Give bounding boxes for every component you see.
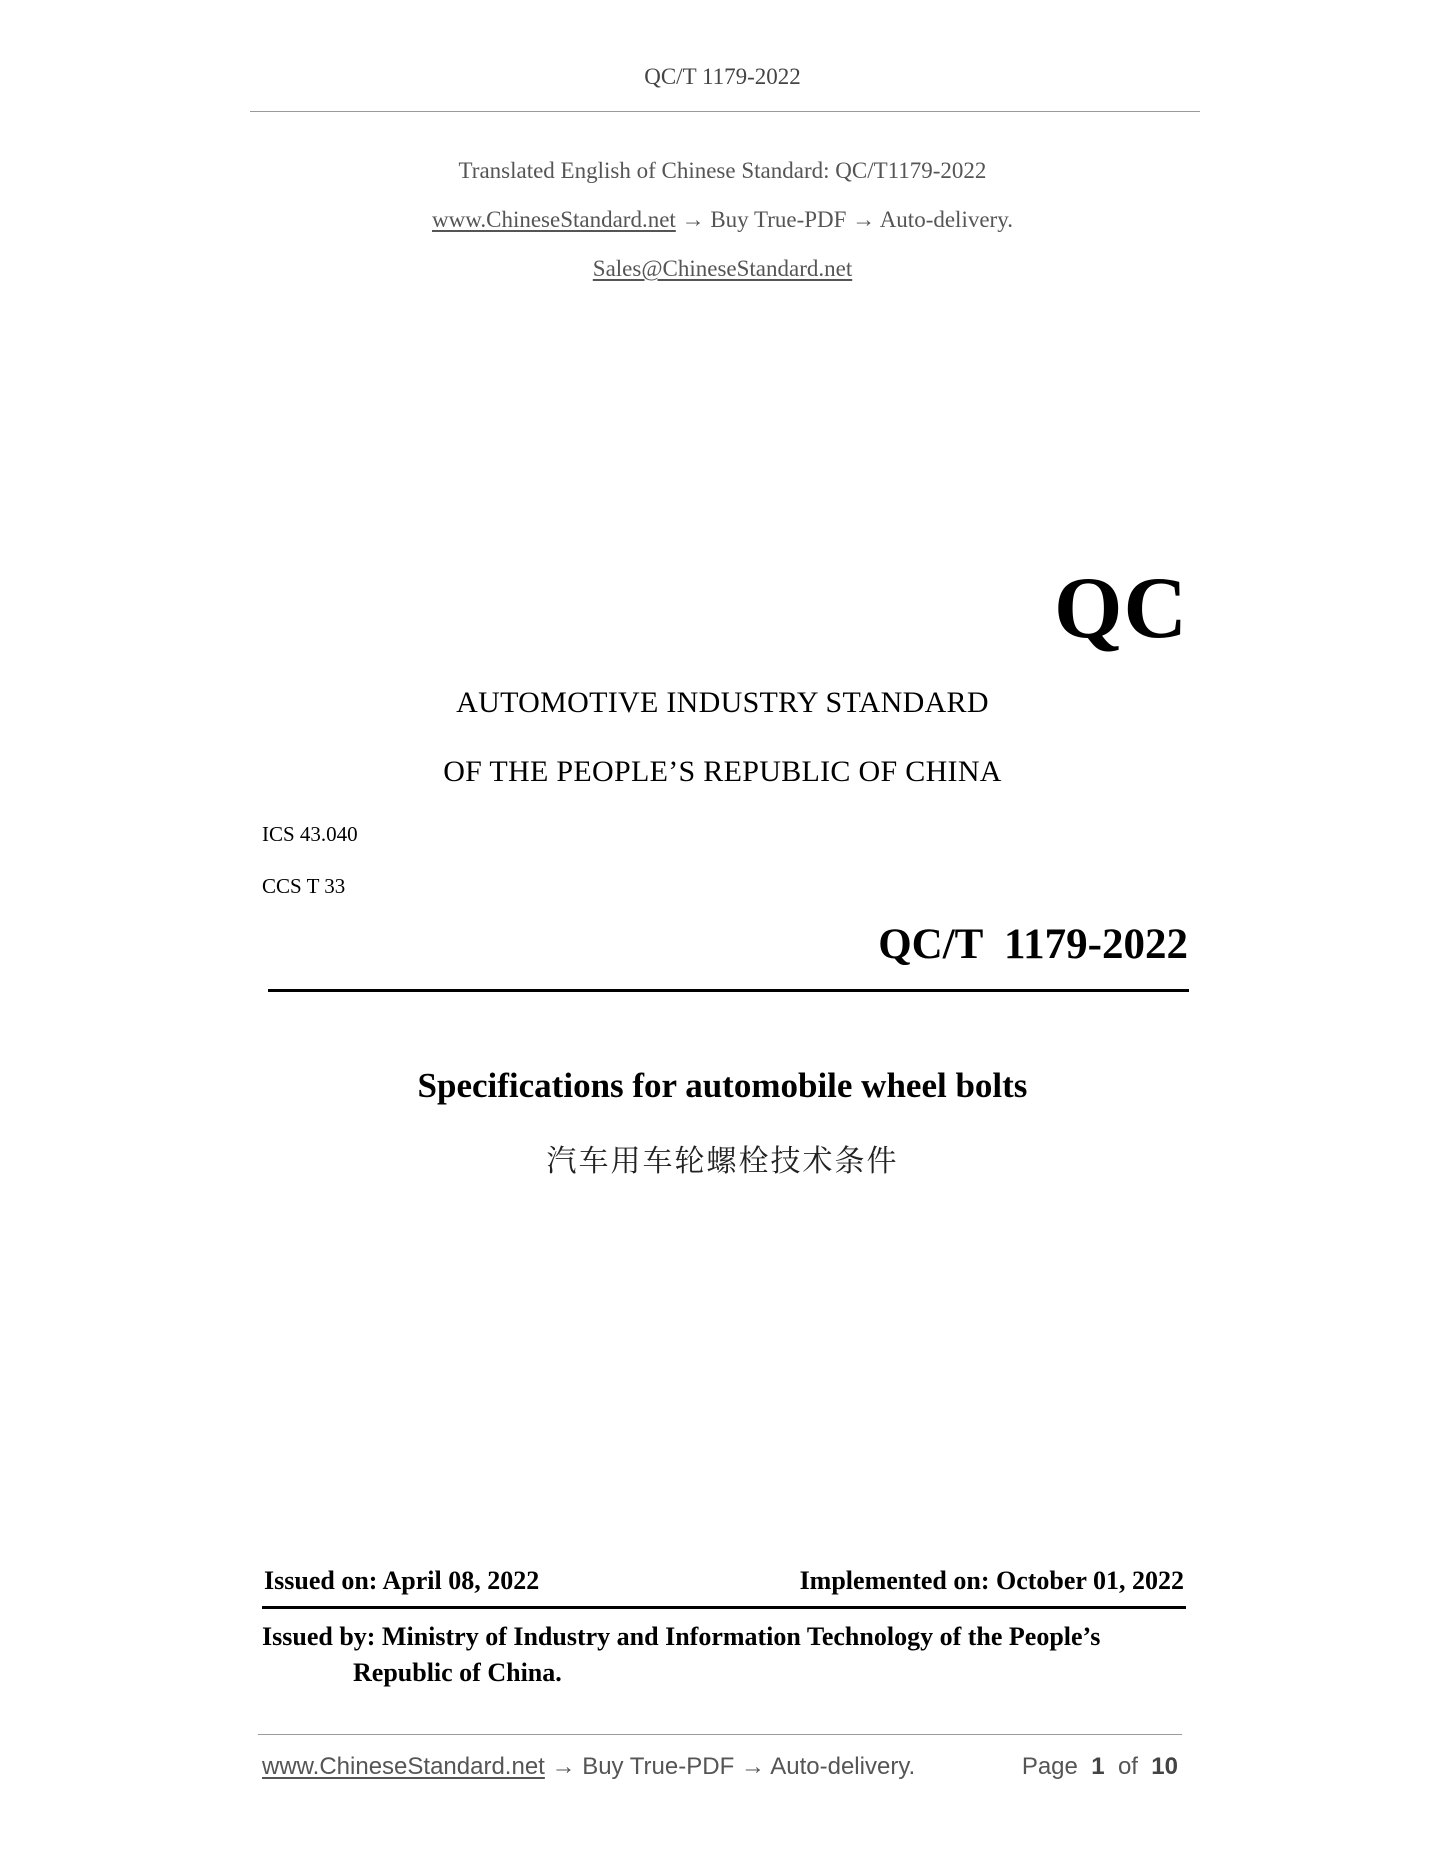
arrow-icon: →	[551, 1753, 576, 1780]
translation-notice: Translated English of Chinese Standard: QC/T1179-2022	[458, 158, 987, 183]
arrow-icon: →	[740, 1753, 765, 1780]
issued-by: Issued by: Ministry of Industry and Information Technology of the People’s Republic of China.	[262, 1622, 1101, 1687]
footer-delivery-text: Auto-delivery.	[770, 1753, 916, 1780]
page-label: Page	[1021, 1753, 1078, 1780]
header-divider	[250, 111, 1200, 112]
delivery-text: Auto-delivery.	[879, 207, 1013, 232]
footer-site-link[interactable]: www.ChineseStandard.net	[262, 1753, 545, 1780]
footer-divider	[258, 1734, 1182, 1735]
of-label: of	[1117, 1753, 1138, 1780]
arrow-icon: →	[681, 207, 705, 232]
footer-buy-text: Buy True-PDF	[582, 1753, 735, 1780]
buy-text: Buy True-PDF	[710, 207, 847, 232]
site-link[interactable]: www.ChineseStandard.net	[432, 207, 676, 232]
email-link[interactable]: Sales@ChineseStandard.net	[592, 256, 853, 281]
implemented-on-date: Implemented on: October 01, 2022	[799, 1566, 1184, 1595]
standard-title-line2: OF THE PEOPLE’S REPUBLIC OF CHINA	[443, 755, 1002, 788]
issued-on-date: Issued on: April 08, 2022	[264, 1566, 540, 1595]
dates-divider	[262, 1606, 1186, 1609]
standard-number: QC/T 1179-2022	[878, 921, 1188, 968]
ccs-code: CCS T 33	[262, 874, 346, 898]
page-total: 10	[1151, 1753, 1178, 1780]
qc-mark: QC	[1054, 560, 1188, 657]
standard-title-line1: AUTOMOTIVE INDUSTRY STANDARD	[456, 686, 989, 719]
page-number: 1	[1091, 1753, 1105, 1780]
ics-code: ICS 43.040	[262, 822, 358, 846]
email-line	[0, 256, 1445, 282]
page-indicator	[1022, 1753, 1178, 1781]
document-title-chinese: 汽车用车轮螺栓技术条件	[546, 1144, 899, 1179]
document-title: Specifications for automobile wheel bolts	[417, 1066, 1028, 1105]
running-header: QC/T 1179-2022	[644, 64, 801, 89]
footer-purchase-line	[262, 1753, 915, 1781]
standard-number-divider	[268, 989, 1189, 992]
arrow-icon: →	[852, 207, 876, 232]
purchase-line	[0, 207, 1445, 233]
